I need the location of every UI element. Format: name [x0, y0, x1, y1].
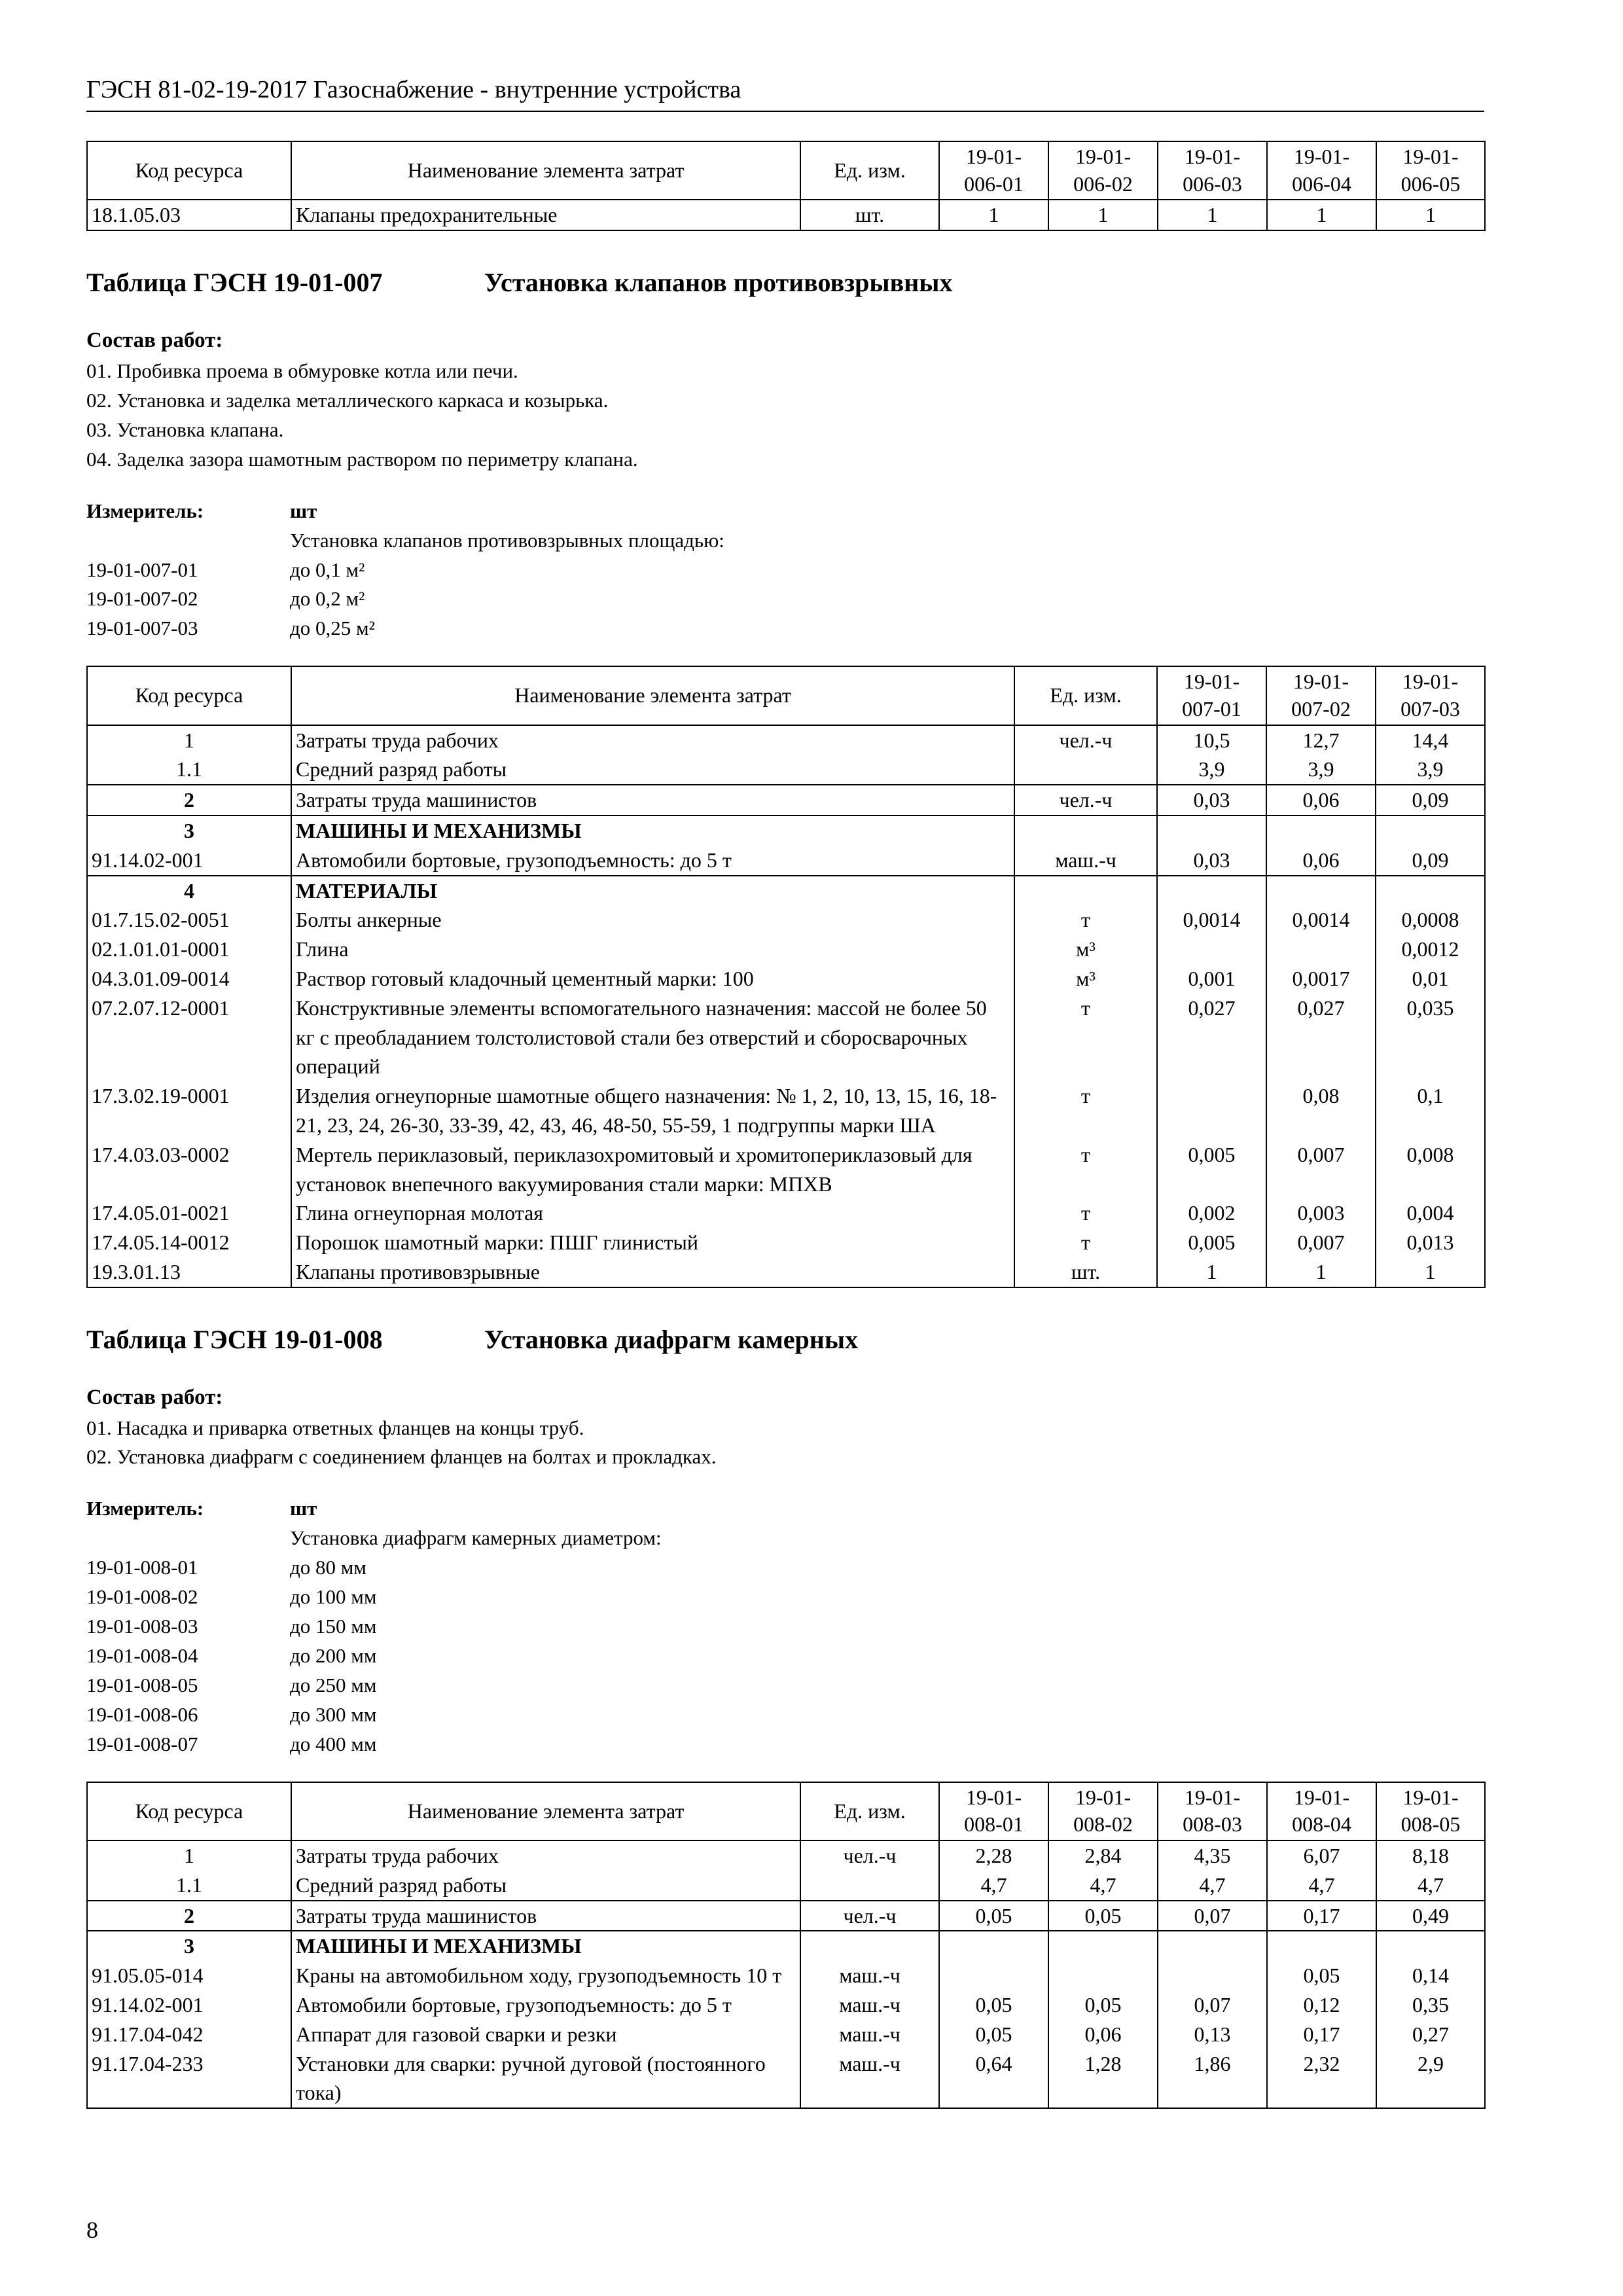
- norm-value: 12,7: [1266, 725, 1376, 755]
- norm-value: 2,84: [1048, 1840, 1158, 1871]
- measure-item: 19-01-007-01 до 0,1 м²: [86, 558, 365, 581]
- col-norm-header: 19-01- 008-01: [939, 1782, 1048, 1840]
- norm-value: 0,17: [1267, 2020, 1376, 2049]
- norm-value: 0,0014: [1157, 905, 1266, 935]
- norm-value: [1048, 1931, 1158, 1961]
- col-unit-header: Ед. изм.: [1014, 666, 1157, 725]
- measure-item: 19-01-008-06 до 300 мм: [86, 1702, 377, 1726]
- resource-code: 4: [87, 876, 291, 906]
- resource-name: Автомобили бортовые, грузоподъемность: до 5 т: [291, 846, 1014, 876]
- work-item: 02. Установка и заделка металлического каркаса и козырька.: [86, 388, 609, 412]
- resource-code: 17.4.05.14-0012: [87, 1228, 291, 1257]
- norm-value: 0,49: [1376, 1901, 1485, 1931]
- norm-value: 4,7: [1158, 1871, 1267, 1901]
- resource-name: Порошок шамотный марки: ПШГ глинистый: [291, 1228, 1014, 1257]
- resource-code: 91.14.02-001: [87, 1990, 291, 2020]
- norm-value: 1: [1158, 200, 1267, 230]
- measure-item: 19-01-008-02 до 100 мм: [86, 1585, 377, 1609]
- resource-code: 91.05.05-014: [87, 1961, 291, 1990]
- resource-unit: т: [1014, 905, 1157, 935]
- norm-value: 0,004: [1376, 1198, 1485, 1228]
- table-row: [87, 994, 1485, 1081]
- table-header-row: [87, 666, 1485, 725]
- table-row: [87, 755, 1485, 785]
- table-19-01-007: [86, 666, 1486, 1287]
- works-list: [86, 357, 1484, 475]
- col-norm-header: 19-01- 007-01: [1157, 666, 1266, 725]
- resource-unit: т: [1014, 994, 1157, 1081]
- work-item: 01. Пробивка проема в обмуровке котла или печи.: [86, 359, 518, 382]
- resource-name: Краны на автомобильном ходу, грузоподъемность 10 т: [291, 1961, 800, 1990]
- norm-value: 0,64: [939, 2049, 1048, 2109]
- norm-value: 0,08: [1266, 1081, 1376, 1140]
- resource-name: Затраты труда машинистов: [291, 1901, 800, 1931]
- table-row: [87, 2049, 1485, 2109]
- resource-code: 17.4.03.03-0002: [87, 1140, 291, 1199]
- norm-value: 1: [1376, 1257, 1485, 1287]
- resource-unit: м³: [1014, 935, 1157, 964]
- resource-unit: [1014, 876, 1157, 906]
- table-name: Установка клапанов противовзрывных: [484, 268, 953, 298]
- norm-value: 10,5: [1157, 725, 1266, 755]
- norm-value: 1: [1267, 200, 1376, 230]
- norm-value: 0,007: [1266, 1140, 1376, 1199]
- resource-unit: чел.-ч: [1014, 725, 1157, 755]
- table-row: [87, 2020, 1485, 2049]
- table-row: [87, 1901, 1485, 1931]
- norm-value: [1266, 816, 1376, 846]
- resource-code: 18.1.05.03: [87, 200, 291, 230]
- work-item: 01. Насадка и приварка ответных фланцев на концы труб.: [86, 1416, 584, 1439]
- norm-value: 4,35: [1158, 1840, 1267, 1871]
- norm-value: 0,35: [1376, 1990, 1485, 2020]
- table-row: [87, 935, 1485, 964]
- col-norm-header: 19-01- 008-03: [1158, 1782, 1267, 1840]
- col-norm-header: 19-01- 007-03: [1376, 666, 1485, 725]
- table-row: [87, 785, 1485, 816]
- norm-value: 1,86: [1158, 2049, 1267, 2109]
- measure-item: 19-01-008-05 до 250 мм: [86, 1674, 377, 1697]
- resource-name: Клапаны противовзрывные: [291, 1257, 1014, 1287]
- resource-unit: маш.-ч: [800, 2020, 939, 2049]
- resource-unit: шт.: [800, 200, 939, 230]
- norm-value: 0,12: [1267, 1990, 1376, 2020]
- table-row: [87, 846, 1485, 876]
- norm-value: 0,027: [1266, 994, 1376, 1081]
- resource-name: Аппарат для газовой сварки и резки: [291, 2020, 800, 2049]
- col-norm-header: 19-01- 006-05: [1376, 141, 1485, 200]
- measure-item: 19-01-008-03 до 150 мм: [86, 1615, 377, 1638]
- section-title: [86, 264, 1484, 302]
- col-code-header: Код ресурса: [87, 666, 291, 725]
- resource-name: Средний разряд работы: [291, 1871, 800, 1901]
- table-row: [87, 876, 1485, 906]
- measure-unit: шт: [290, 1497, 317, 1520]
- resource-code: 2: [87, 1901, 291, 1931]
- norm-value: 0,005: [1157, 1140, 1266, 1199]
- table-row: [87, 200, 1485, 230]
- norm-value: 0,27: [1376, 2020, 1485, 2049]
- measure-item: 19-01-007-03 до 0,25 м²: [86, 617, 375, 640]
- resource-code: 91.17.04-042: [87, 2020, 291, 2049]
- section-title: [86, 1321, 1484, 1359]
- measure-desc: Установка диафрагм камерных диаметром:: [290, 1526, 662, 1550]
- norm-value: 0,03: [1157, 846, 1266, 876]
- resource-name: Автомобили бортовые, грузоподъемность: до 5 т: [291, 1990, 800, 2020]
- measure-unit: шт: [290, 499, 317, 522]
- norm-value: [1376, 1931, 1485, 1961]
- norm-value: [1158, 1931, 1267, 1961]
- norm-value: 0,14: [1376, 1961, 1485, 1990]
- table-name: Установка диафрагм камерных: [484, 1324, 859, 1354]
- col-norm-header: 19-01- 007-02: [1266, 666, 1376, 725]
- measure-item: 19-01-007-02 до 0,2 м²: [86, 587, 365, 611]
- norm-value: [1157, 876, 1266, 906]
- resource-name: Средний разряд работы: [291, 755, 1014, 785]
- table-row: [87, 1871, 1485, 1901]
- resource-name: Затраты труда рабочих: [291, 725, 1014, 755]
- resource-name: Конструктивные элементы вспомогательного назначения: массой не более 50 кг с преобладанием толстолистовой стали без отверстий и сборосварочных операций: [291, 994, 1014, 1081]
- measure-item: 19-01-008-04 до 200 мм: [86, 1644, 377, 1668]
- norm-value: 0,003: [1266, 1198, 1376, 1228]
- norm-value: 6,07: [1267, 1840, 1376, 1871]
- norm-value: 0,17: [1267, 1901, 1376, 1931]
- col-code-header: Код ресурса: [87, 1782, 291, 1840]
- col-norm-header: 19-01- 008-04: [1267, 1782, 1376, 1840]
- norm-value: 0,05: [939, 2020, 1048, 2049]
- norm-value: 0,0008: [1376, 905, 1485, 935]
- norm-value: 0,007: [1266, 1228, 1376, 1257]
- resource-name: Раствор готовый кладочный цементный марки: 100: [291, 964, 1014, 994]
- table-row: [87, 964, 1485, 994]
- table-row: [87, 1840, 1485, 1871]
- col-unit-header: Ед. изм.: [800, 1782, 939, 1840]
- resource-code: 04.3.01.09-0014: [87, 964, 291, 994]
- col-norm-header: 19-01- 006-03: [1158, 141, 1267, 200]
- work-item: 04. Заделка зазора шамотным раствором по периметру клапана.: [86, 447, 638, 471]
- resource-unit: маш.-ч: [1014, 846, 1157, 876]
- norm-value: 1: [1048, 200, 1158, 230]
- col-norm-header: 19-01- 008-05: [1376, 1782, 1485, 1840]
- resource-name: Глина: [291, 935, 1014, 964]
- norm-value: [1158, 1961, 1267, 1990]
- norm-value: [1376, 876, 1485, 906]
- norm-value: 0,1: [1376, 1081, 1485, 1140]
- col-norm-header: 19-01- 008-02: [1048, 1782, 1158, 1840]
- norm-value: 8,18: [1376, 1840, 1485, 1871]
- document-page: [86, 72, 1484, 2109]
- norm-value: 0,07: [1158, 1901, 1267, 1931]
- norm-value: 2,9: [1376, 2049, 1485, 2109]
- norm-value: 0,06: [1266, 785, 1376, 816]
- norm-value: 0,07: [1158, 1990, 1267, 2020]
- col-name-header: Наименование элемента затрат: [291, 1782, 800, 1840]
- norm-value: 3,9: [1157, 755, 1266, 785]
- resource-unit: маш.-ч: [800, 2049, 939, 2109]
- resource-code: 1.1: [87, 1871, 291, 1901]
- table-row: [87, 1257, 1485, 1287]
- col-code-header: Код ресурса: [87, 141, 291, 200]
- resource-unit: [800, 1871, 939, 1901]
- norm-value: [1266, 935, 1376, 964]
- norm-value: [1157, 1081, 1266, 1140]
- resource-unit: маш.-ч: [800, 1990, 939, 2020]
- norm-value: 0,01: [1376, 964, 1485, 994]
- resource-code: 1.1: [87, 755, 291, 785]
- norm-value: 0,06: [1266, 846, 1376, 876]
- resource-unit: [800, 1931, 939, 1961]
- table-row: [87, 1198, 1485, 1228]
- resource-name: МАШИНЫ И МЕХАНИЗМЫ: [291, 1931, 800, 1961]
- work-item: 03. Установка клапана.: [86, 418, 284, 441]
- resource-code: 02.1.01.01-0001: [87, 935, 291, 964]
- norm-value: 4,7: [1267, 1871, 1376, 1901]
- norm-value: 1: [939, 200, 1048, 230]
- measure-desc: Установка клапанов противовзрывных площадью:: [290, 528, 724, 552]
- norm-value: 0,09: [1376, 785, 1485, 816]
- norm-value: 2,32: [1267, 2049, 1376, 2109]
- resource-code: 17.4.05.01-0021: [87, 1198, 291, 1228]
- norm-value: 0,05: [1048, 1901, 1158, 1931]
- table-row: [87, 1961, 1485, 1990]
- resource-code: 3: [87, 816, 291, 846]
- col-name-header: Наименование элемента затрат: [291, 666, 1014, 725]
- table-row: [87, 816, 1485, 846]
- norm-value: 3,9: [1376, 755, 1485, 785]
- resource-name: Затраты труда машинистов: [291, 785, 1014, 816]
- measure-block: [86, 1494, 1484, 1759]
- resource-unit: т: [1014, 1140, 1157, 1199]
- resource-code: 3: [87, 1931, 291, 1961]
- table-header-row: [87, 1782, 1485, 1840]
- col-norm-header: 19-01- 006-02: [1048, 141, 1158, 200]
- norm-value: 0,05: [939, 1901, 1048, 1931]
- norm-value: [1048, 1961, 1158, 1990]
- table-row: [87, 1081, 1485, 1140]
- resource-unit: чел.-ч: [800, 1901, 939, 1931]
- resource-unit: [1014, 755, 1157, 785]
- norm-value: [939, 1931, 1048, 1961]
- resource-name: МАТЕРИАЛЫ: [291, 876, 1014, 906]
- resource-unit: чел.-ч: [1014, 785, 1157, 816]
- norm-value: 0,013: [1376, 1228, 1485, 1257]
- resource-name: Клапаны предохранительные: [291, 200, 800, 230]
- norm-value: 4,7: [1376, 1871, 1485, 1901]
- work-item: 02. Установка диафрагм с соединением фланцев на болтах и прокладках.: [86, 1445, 717, 1469]
- page-number: 8: [86, 2217, 98, 2243]
- resource-name: Установки для сварки: ручной дуговой (постоянного тока): [291, 2049, 800, 2109]
- col-norm-header: 19-01- 006-04: [1267, 141, 1376, 200]
- resource-unit: т: [1014, 1081, 1157, 1140]
- resource-name: Болты анкерные: [291, 905, 1014, 935]
- norm-value: 0,03: [1157, 785, 1266, 816]
- norm-value: [1157, 935, 1266, 964]
- table-row: [87, 1931, 1485, 1961]
- resource-unit: чел.-ч: [800, 1840, 939, 1871]
- table-row: [87, 725, 1485, 755]
- resource-name: Мертель периклазовый, периклазохромитовый и хромитопериклазовый для установок внепечного вакуумирования стали марки: МПХВ: [291, 1140, 1014, 1199]
- resource-unit: [1014, 816, 1157, 846]
- norm-value: 0,008: [1376, 1140, 1485, 1199]
- norm-value: 1,28: [1048, 2049, 1158, 2109]
- table-19-01-008: [86, 1782, 1486, 2109]
- norm-value: 2,28: [939, 1840, 1048, 1871]
- norm-value: [1267, 1931, 1376, 1961]
- norm-value: 0,035: [1376, 994, 1485, 1081]
- table-19-01-006: [86, 141, 1486, 231]
- measure-item: 19-01-008-07 до 400 мм: [86, 1732, 377, 1755]
- norm-value: 0,002: [1157, 1198, 1266, 1228]
- resource-unit: т: [1014, 1228, 1157, 1257]
- resource-name: МАШИНЫ И МЕХАНИЗМЫ: [291, 816, 1014, 846]
- norm-value: [1376, 816, 1485, 846]
- norm-value: 4,7: [939, 1871, 1048, 1901]
- norm-value: 0,001: [1157, 964, 1266, 994]
- resource-code: 91.17.04-233: [87, 2049, 291, 2109]
- resource-code: 01.7.15.02-0051: [87, 905, 291, 935]
- works-label: Состав работ:: [86, 329, 223, 353]
- norm-value: 3,9: [1266, 755, 1376, 785]
- norm-value: 14,4: [1376, 725, 1485, 755]
- norm-value: 0,09: [1376, 846, 1485, 876]
- resource-name: Затраты труда рабочих: [291, 1840, 800, 1871]
- running-header: ГЭСН 81-02-19-2017 Газоснабжение - внутренние устройства: [86, 72, 1484, 112]
- norm-value: 1: [1266, 1257, 1376, 1287]
- resource-name: Глина огнеупорная молотая: [291, 1198, 1014, 1228]
- table-row: [87, 1990, 1485, 2020]
- norm-value: 0,0014: [1266, 905, 1376, 935]
- resource-code: 91.14.02-001: [87, 846, 291, 876]
- norm-value: 0,05: [1048, 1990, 1158, 2020]
- norm-value: 0,0017: [1266, 964, 1376, 994]
- col-name-header: Наименование элемента затрат: [291, 141, 800, 200]
- resource-unit: маш.-ч: [800, 1961, 939, 1990]
- table-number: Таблица ГЭСН 19-01-008: [86, 1324, 383, 1354]
- col-norm-header: 19-01- 006-01: [939, 141, 1048, 200]
- norm-value: [1266, 876, 1376, 906]
- col-unit-header: Ед. изм.: [800, 141, 939, 200]
- resource-unit: шт.: [1014, 1257, 1157, 1287]
- resource-code: 07.2.07.12-0001: [87, 994, 291, 1081]
- works-label: Состав работ:: [86, 1385, 223, 1409]
- norm-value: 0,005: [1157, 1228, 1266, 1257]
- resource-unit: м³: [1014, 964, 1157, 994]
- resource-name: Изделия огнеупорные шамотные общего назначения: № 1, 2, 10, 13, 15, 16, 18-21, 23, 24, 26-30, 33-39, 42, 43, 46, 48-50, 55-59, 1 подгруппы марки ША: [291, 1081, 1014, 1140]
- norm-value: 0,06: [1048, 2020, 1158, 2049]
- resource-code: 1: [87, 1840, 291, 1871]
- resource-code: 19.3.01.13: [87, 1257, 291, 1287]
- works-list: [86, 1414, 1484, 1473]
- measure-label: Измеритель:: [86, 499, 204, 522]
- resource-unit: т: [1014, 1198, 1157, 1228]
- table-header-row: [87, 141, 1485, 200]
- norm-value: 0,05: [1267, 1961, 1376, 1990]
- resource-code: 1: [87, 725, 291, 755]
- norm-value: [1157, 816, 1266, 846]
- norm-value: 4,7: [1048, 1871, 1158, 1901]
- norm-value: 1: [1157, 1257, 1266, 1287]
- table-row: [87, 905, 1485, 935]
- measure-label: Измеритель:: [86, 1497, 204, 1520]
- measure-item: 19-01-008-01 до 80 мм: [86, 1556, 367, 1579]
- measure-block: [86, 497, 1484, 644]
- norm-value: 0,05: [939, 1990, 1048, 2020]
- resource-code: 2: [87, 785, 291, 816]
- norm-value: 0,13: [1158, 2020, 1267, 2049]
- table-row: [87, 1140, 1485, 1199]
- norm-value: [939, 1961, 1048, 1990]
- norm-value: 0,0012: [1376, 935, 1485, 964]
- resource-code: 17.3.02.19-0001: [87, 1081, 291, 1140]
- norm-value: 1: [1376, 200, 1485, 230]
- table-number: Таблица ГЭСН 19-01-007: [86, 268, 383, 298]
- norm-value: 0,027: [1157, 994, 1266, 1081]
- table-row: [87, 1228, 1485, 1257]
